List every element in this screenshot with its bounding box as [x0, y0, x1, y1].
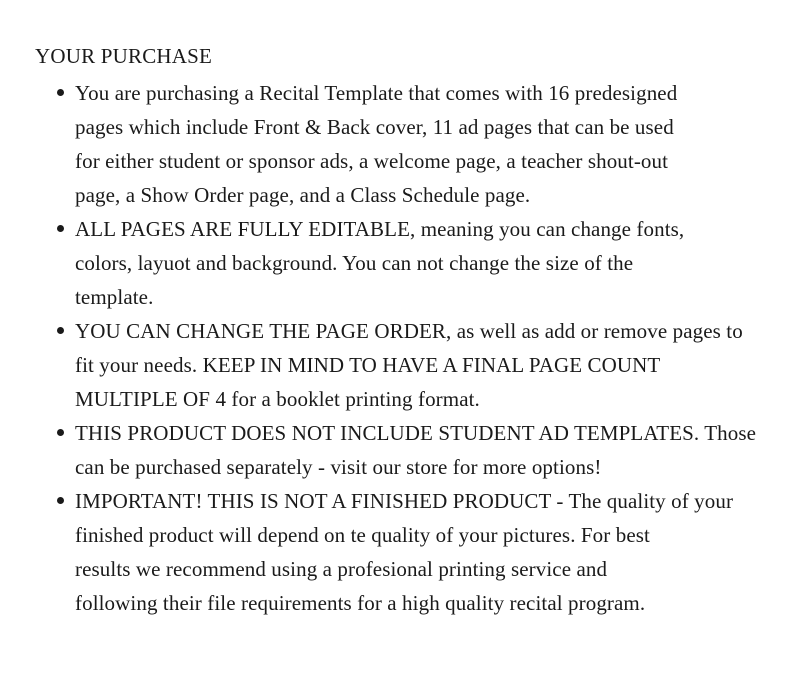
- bullet-line: YOU CAN CHANGE THE PAGE ORDER, as well as add or remove pages to: [75, 319, 743, 343]
- bullet-dot-icon: [57, 327, 64, 334]
- bullet-line: finished product will depend on te quality of your pictures. For best: [75, 523, 650, 547]
- bullet-line: following their file requirements for a high quality recital program.: [75, 591, 646, 615]
- bullet-line: pages which include Front & Back cover, 11 ad pages that can be used: [75, 115, 674, 139]
- bullet-dot-icon: [57, 89, 64, 96]
- bullet-dot-icon: [57, 497, 64, 504]
- bullet-line: MULTIPLE OF 4 for a booklet printing format.: [75, 387, 480, 411]
- bullet-line: fit your needs. KEEP IN MIND TO HAVE A FINAL PAGE COUNT: [75, 353, 661, 377]
- section-heading: YOUR PURCHASE: [35, 44, 213, 68]
- bullet-item: [50, 416, 780, 484]
- bullet-line: You are purchasing a Recital Template that comes with 16 predesigned: [75, 81, 678, 105]
- bullet-dot-icon: [57, 429, 64, 436]
- bullet-line: ALL PAGES ARE FULLY EDITABLE, meaning you can change fonts,: [75, 217, 685, 241]
- bullet-item: [50, 314, 780, 416]
- bullet-line: colors, layuot and background. You can not change the size of the: [75, 251, 634, 275]
- bullet-item: [50, 76, 780, 212]
- bullet-line: page, a Show Order page, and a Class Schedule page.: [75, 183, 531, 207]
- bullet-line: template.: [75, 285, 154, 309]
- bullet-line: for either student or sponsor ads, a welcome page, a teacher shout-out: [75, 149, 669, 173]
- bullet-item: [50, 484, 780, 620]
- bullet-line: THIS PRODUCT DOES NOT INCLUDE STUDENT AD TEMPLATES. Those: [75, 421, 757, 445]
- bullet-list: [50, 76, 780, 620]
- bullet-line: IMPORTANT! THIS IS NOT A FINISHED PRODUCT - The quality of your: [75, 489, 734, 513]
- bullet-dot-icon: [57, 225, 64, 232]
- bullet-item: [50, 212, 780, 314]
- bullet-line: results we recommend using a profesional printing service and: [75, 557, 608, 581]
- bullet-line: can be purchased separately - visit our store for more options!: [75, 455, 602, 479]
